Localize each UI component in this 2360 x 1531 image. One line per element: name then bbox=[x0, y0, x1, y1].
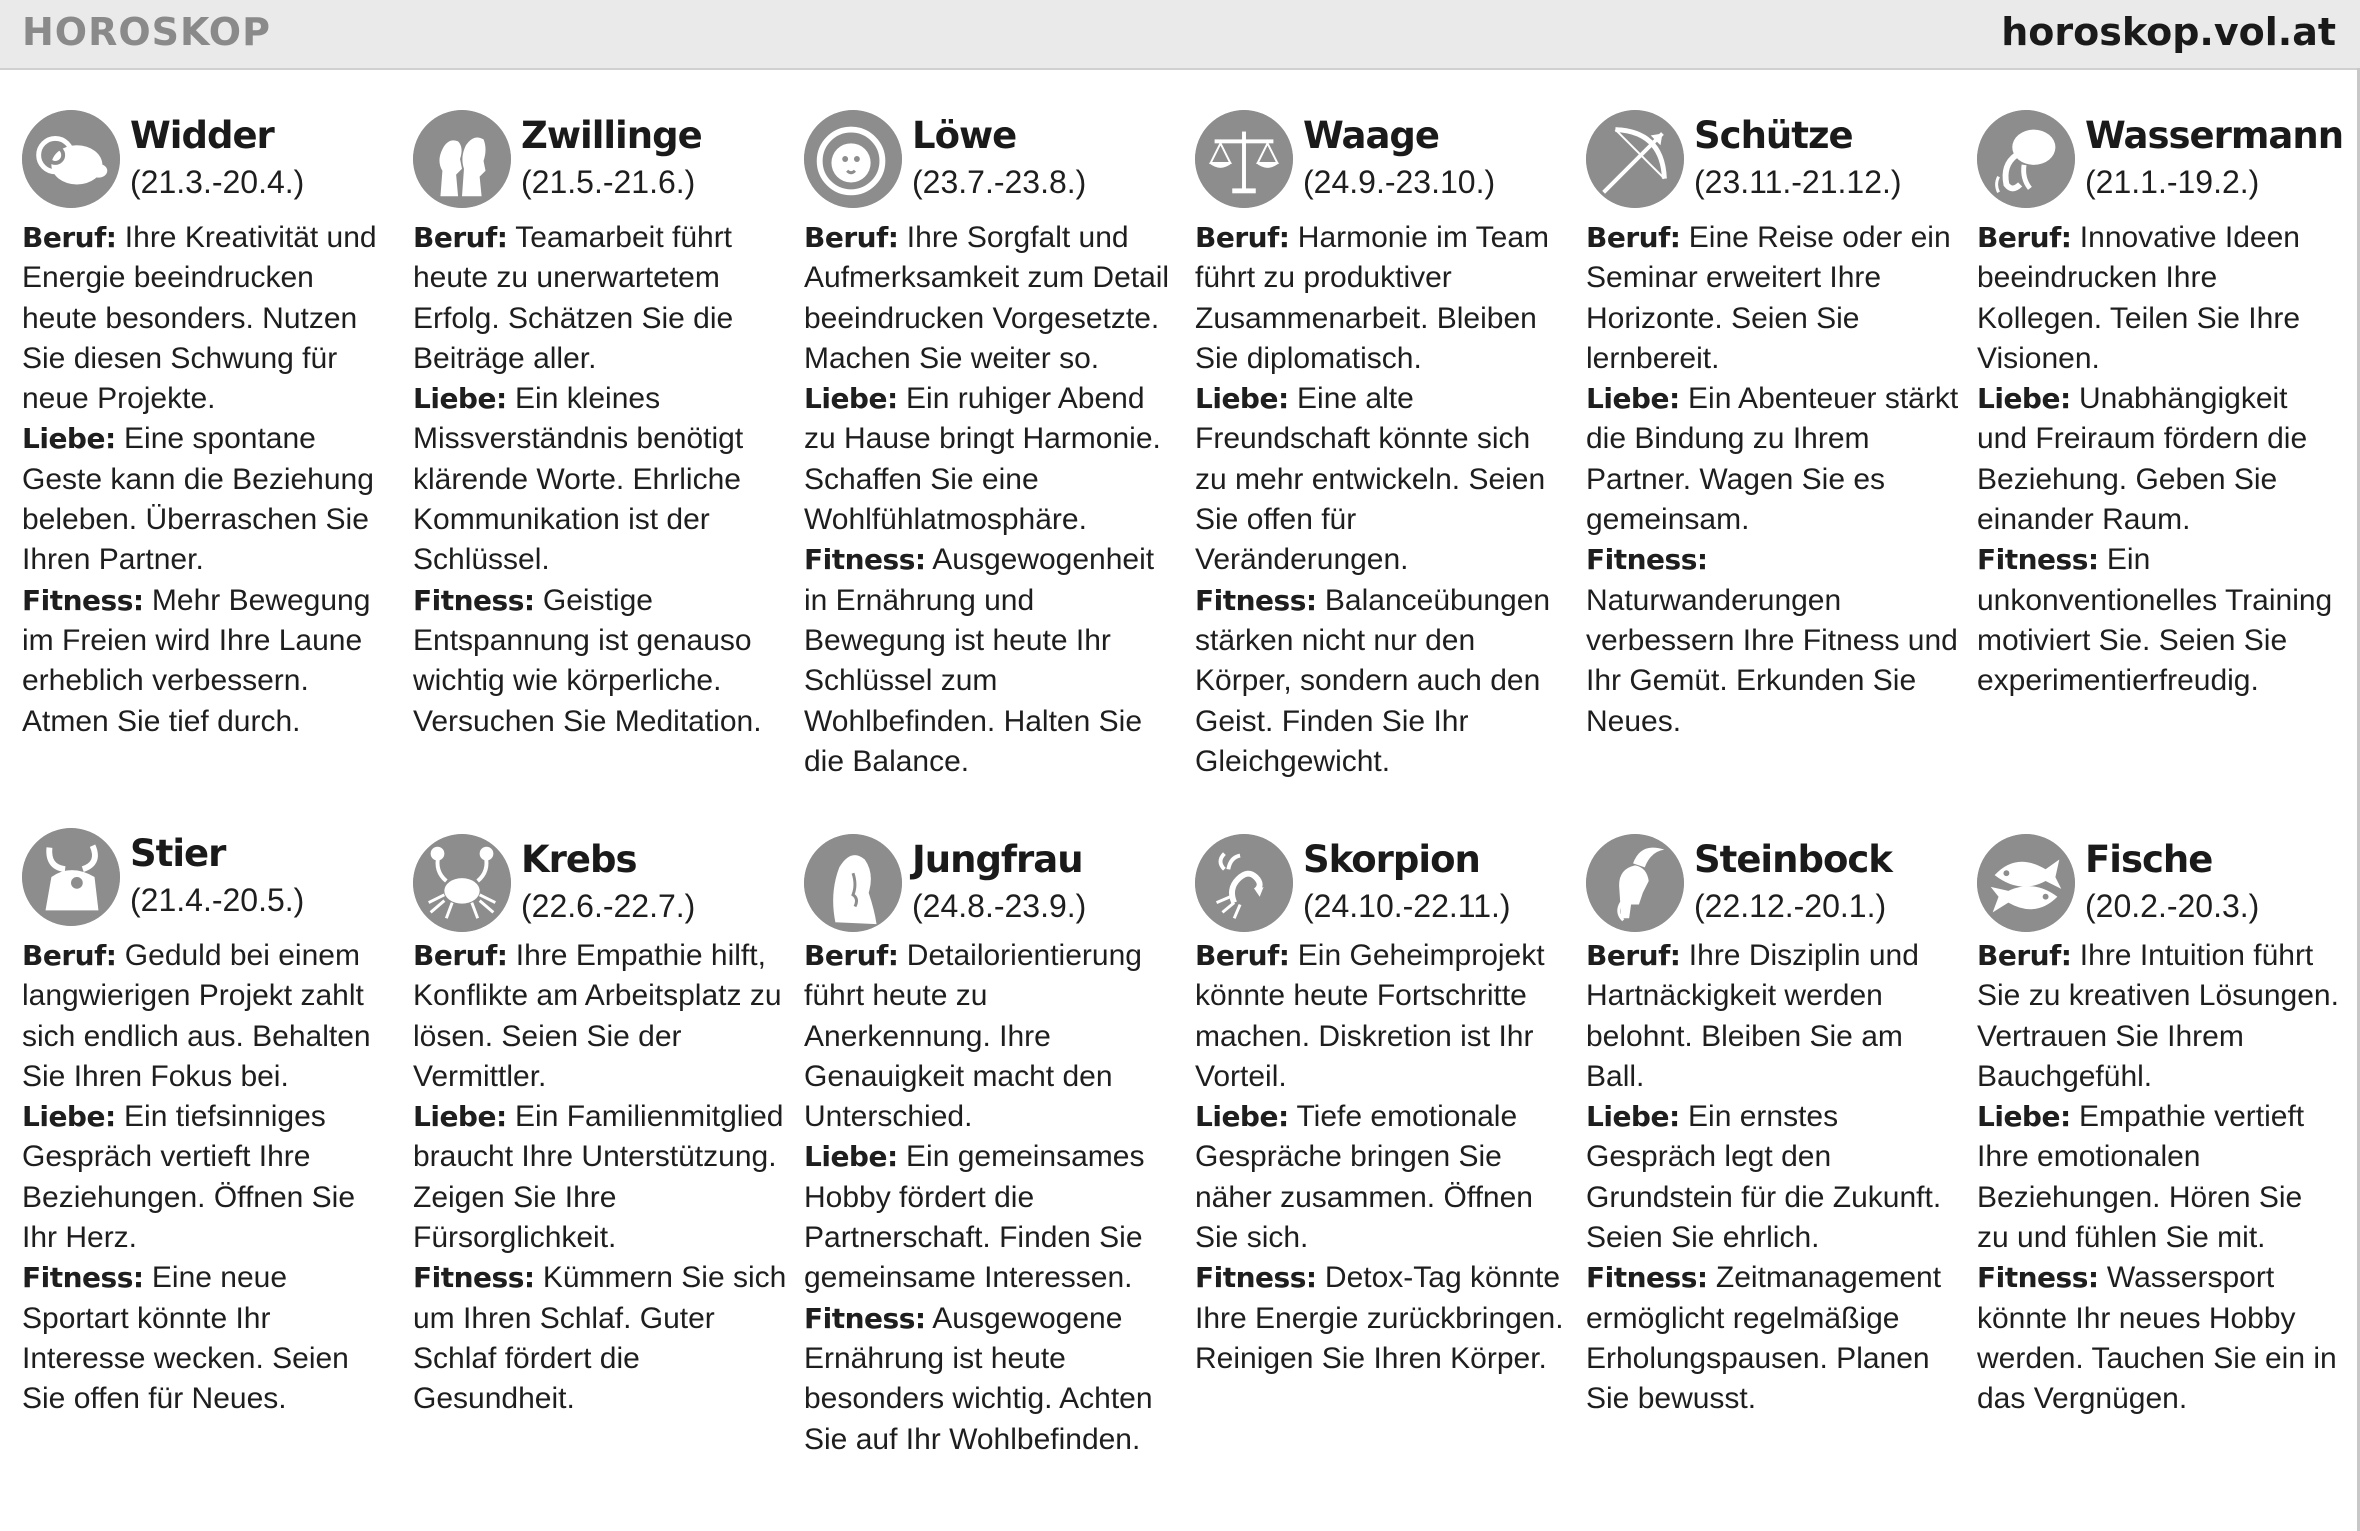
sign-dates: (24.10.-22.11.) bbox=[1303, 888, 1511, 924]
fitness-text: Ausgewogenheit in Ernährung und Bewegung ist heute Ihr Schlüssel zum Wohlbefinden. Halten Sie die Balance. bbox=[804, 543, 1155, 778]
crab-icon bbox=[413, 834, 511, 932]
beruf-label: Beruf: bbox=[1195, 939, 1290, 972]
fitness-text: Balanceübungen stärken nicht nur den Körper, sondern auch den Geist. Finden Sie Ihr Gleichgewicht. bbox=[1195, 583, 1551, 778]
beruf-text: Harmonie im Team führt zu produktiver Zusammenarbeit. Bleiben Sie diplomatisch. bbox=[1195, 221, 1549, 375]
sign-text bbox=[1977, 218, 2342, 702]
fitness-text: Detox-Tag könnte Ihre Energie zurückbringen. Reinigen Sie Ihren Körper. bbox=[1195, 1261, 1564, 1375]
liebe-text: Unabhängigkeit und Freiraum fördern die Beziehung. Geben Sie einander Raum. bbox=[1977, 382, 2308, 537]
sign-dates: (24.8.-23.9.) bbox=[912, 888, 1087, 924]
twins-icon bbox=[413, 110, 511, 208]
fitness-label: Fitness: bbox=[1195, 1261, 1317, 1295]
beruf-label: Beruf: bbox=[804, 939, 899, 972]
fitness-text: Geistige Entspannung ist genauso wichtig wie körperliche. Versuchen Sie Meditation. bbox=[413, 583, 762, 738]
fitness-label: Fitness: bbox=[1977, 543, 2099, 577]
maiden-icon bbox=[804, 834, 902, 932]
sign-card bbox=[22, 110, 397, 742]
fitness-label: Fitness: bbox=[22, 583, 144, 617]
beruf-text: Detailorientierung führt heute zu Anerkennung. Ihre Genauigkeit macht den Unterschied. bbox=[804, 939, 1142, 1134]
fish-icon bbox=[1977, 834, 2075, 932]
liebe-label: Liebe: bbox=[22, 422, 116, 456]
sign-card bbox=[1195, 110, 1570, 782]
liebe-label: Liebe: bbox=[1195, 1100, 1289, 1134]
sign-dates: (20.2.-20.3.) bbox=[2085, 888, 2260, 924]
beruf-text: Ihre Kreativität und Energie beeindrucken heute besonders. Nutzen Sie diesen Schwung für neue Projekte. bbox=[22, 221, 377, 416]
site-url[interactable]: horoskop.vol.at bbox=[2001, 10, 2336, 54]
sign-dates: (21.3.-20.4.) bbox=[130, 164, 305, 200]
liebe-label: Liebe: bbox=[22, 1100, 116, 1134]
sign-name: Wassermann bbox=[2085, 114, 2344, 157]
sign-text bbox=[22, 218, 397, 742]
beruf-label: Beruf: bbox=[1977, 221, 2072, 254]
sign-name: Jungfrau bbox=[912, 838, 1083, 881]
liebe-text: Ein kleines Missverständnis benötigt klärende Worte. Ehrliche Kommunikation ist der Schlüssel. bbox=[413, 382, 744, 577]
sign-name: Zwillinge bbox=[521, 114, 702, 157]
fitness-label: Fitness: bbox=[1586, 1261, 1708, 1295]
sign-name: Steinbock bbox=[1694, 838, 1892, 881]
sign-dates: (23.7.-23.8.) bbox=[912, 164, 1087, 200]
sign-card bbox=[413, 110, 788, 742]
beruf-text: Eine Reise oder ein Seminar erweitert Ihre Horizonte. Seien Sie lernbereit. bbox=[1586, 221, 1951, 375]
sign-dates: (21.4.-20.5.) bbox=[130, 882, 305, 918]
fitness-text: Ausgewogene Ernährung ist heute besonders wichtig. Achten Sie auf Ihr Wohlbefinden. bbox=[804, 1301, 1153, 1456]
fitness-label: Fitness: bbox=[1977, 1261, 2099, 1295]
liebe-label: Liebe: bbox=[1586, 1100, 1680, 1134]
fitness-text: Kümmern Sie sich um Ihren Schlaf. Guter Schlaf fördert die Gesundheit. bbox=[413, 1261, 787, 1416]
beruf-text: Innovative Ideen beeindrucken Ihre Kollegen. Teilen Sie Ihre Visionen. bbox=[1977, 221, 2300, 375]
fitness-text: Wassersport könnte Ihr neues Hobby werden. Tauchen Sie ein in das Vergnügen. bbox=[1977, 1261, 2337, 1416]
fitness-text: Zeitmanagement ermöglicht regelmäßige Erholungspausen. Planen Sie bewusst. bbox=[1586, 1261, 1942, 1416]
sign-dates: (22.6.-22.7.) bbox=[521, 888, 696, 924]
beruf-label: Beruf: bbox=[804, 221, 899, 254]
liebe-text: Ein ernstes Gespräch legt den Grundstein für die Zukunft. Seien Sie ehrlich. bbox=[1586, 1100, 1942, 1255]
fitness-text: Mehr Bewegung im Freien wird Ihre Laune erheblich verbessern. Atmen Sie tief durch. bbox=[22, 583, 371, 738]
liebe-text: Empathie vertieft Ihre emotionalen Beziehungen. Hören Sie zu und fühlen Sie mit. bbox=[1977, 1100, 2305, 1255]
sign-name: Waage bbox=[1303, 114, 1440, 157]
sign-card bbox=[22, 828, 397, 1420]
sign-text bbox=[22, 936, 397, 1420]
sign-text bbox=[1586, 218, 1961, 742]
bull-icon bbox=[22, 828, 120, 926]
sign-text bbox=[1586, 936, 1961, 1420]
sign-card bbox=[1586, 110, 1961, 742]
liebe-text: Ein Familienmitglied braucht Ihre Unterstützung. Zeigen Sie Ihre Fürsorglichkeit. bbox=[413, 1100, 784, 1255]
goat-icon bbox=[1586, 834, 1684, 932]
ram-icon bbox=[22, 110, 120, 208]
sign-text bbox=[804, 218, 1179, 782]
header-bar bbox=[0, 0, 2360, 70]
beruf-text: Ihre Empathie hilft, Konflikte am Arbeitsplatz zu lösen. Seien Sie der Vermittler. bbox=[413, 939, 782, 1093]
liebe-label: Liebe: bbox=[1977, 382, 2071, 416]
sign-card bbox=[804, 110, 1179, 782]
beruf-label: Beruf: bbox=[22, 221, 117, 254]
beruf-text: Ihre Intuition führt Sie zu kreativen Lösungen. Vertrauen Sie Ihrem Bauchgefühl. bbox=[1977, 939, 2339, 1093]
liebe-label: Liebe: bbox=[1195, 382, 1289, 416]
beruf-label: Beruf: bbox=[413, 221, 508, 254]
sign-name: Skorpion bbox=[1303, 838, 1480, 881]
sign-card bbox=[1586, 834, 1961, 1420]
sign-dates: (21.5.-21.6.) bbox=[521, 164, 696, 200]
sign-card bbox=[804, 834, 1179, 1460]
beruf-text: Geduld bei einem langwierigen Projekt zahlt sich endlich aus. Behalten Sie Ihren Fokus bei. bbox=[22, 939, 371, 1093]
liebe-text: Tiefe emotionale Gespräche bringen Sie näher zusammen. Öffnen Sie sich. bbox=[1195, 1100, 1533, 1255]
fitness-label: Fitness: bbox=[804, 543, 926, 577]
beruf-label: Beruf: bbox=[1586, 939, 1681, 972]
fitness-label: Fitness: bbox=[413, 583, 535, 617]
beruf-text: Teamarbeit führt heute zu unerwartetem Erfolg. Schätzen Sie die Beiträge aller. bbox=[413, 221, 734, 375]
sign-name: Fische bbox=[2085, 838, 2213, 881]
liebe-text: Ein Abenteuer stärkt die Bindung zu Ihrem Partner. Wagen Sie es gemeinsam. bbox=[1586, 382, 1959, 537]
water-bearer-icon bbox=[1977, 110, 2075, 208]
fitness-text: Ein unkonventionelles Training motiviert Sie. Seien Sie experimentierfreudig. bbox=[1977, 543, 2333, 698]
sign-card bbox=[1195, 834, 1570, 1379]
archer-icon bbox=[1586, 110, 1684, 208]
sign-dates: (22.12.-20.1.) bbox=[1694, 888, 1887, 924]
liebe-text: Ein ruhiger Abend zu Hause bringt Harmonie. Schaffen Sie eine Wohlfühlatmosphäre. bbox=[804, 382, 1161, 537]
liebe-text: Ein tiefsinniges Gespräch vertieft Ihre Beziehungen. Öffnen Sie Ihr Herz. bbox=[22, 1100, 356, 1255]
sign-name: Löwe bbox=[912, 114, 1017, 157]
sign-dates: (21.1.-19.2.) bbox=[2085, 164, 2260, 200]
beruf-text: Ein Geheimprojekt könnte heute Fortschritte machen. Diskretion ist Ihr Vorteil. bbox=[1195, 939, 1545, 1093]
beruf-text: Ihre Sorgfalt und Aufmerksamkeit zum Detail beeindrucken Vorgesetzte. Machen Sie weiter so. bbox=[804, 221, 1170, 375]
sign-dates: (23.11.-21.12.) bbox=[1694, 164, 1902, 200]
sign-text bbox=[804, 936, 1179, 1460]
beruf-label: Beruf: bbox=[1195, 221, 1290, 254]
beruf-label: Beruf: bbox=[1586, 221, 1681, 254]
fitness-text: Eine neue Sportart könnte Ihr Interesse wecken. Seien Sie offen für Neues. bbox=[22, 1261, 349, 1416]
sign-card bbox=[413, 834, 788, 1420]
beruf-text: Ihre Disziplin und Hartnäckigkeit werden belohnt. Bleiben Sie am Ball. bbox=[1586, 939, 1919, 1093]
page-title: HOROSKOP bbox=[22, 10, 271, 54]
liebe-label: Liebe: bbox=[1586, 382, 1680, 416]
beruf-label: Beruf: bbox=[413, 939, 508, 972]
liebe-label: Liebe: bbox=[1977, 1100, 2071, 1134]
fitness-label: Fitness: bbox=[1586, 543, 1708, 577]
sign-name: Stier bbox=[130, 832, 226, 875]
liebe-label: Liebe: bbox=[413, 1100, 507, 1134]
liebe-text: Eine alte Freundschaft könnte sich zu mehr entwickeln. Seien Sie offen für Veränderungen. bbox=[1195, 382, 1546, 577]
fitness-label: Fitness: bbox=[413, 1261, 535, 1295]
sign-text bbox=[1195, 936, 1570, 1379]
sign-text bbox=[413, 936, 788, 1420]
sign-text bbox=[1195, 218, 1570, 782]
fitness-text: Naturwanderungen verbessern Ihre Fitness und Ihr Gemüt. Erkunden Sie Neues. bbox=[1586, 583, 1958, 738]
sign-name: Schütze bbox=[1694, 114, 1853, 157]
sign-card bbox=[1977, 110, 2342, 702]
lion-icon bbox=[804, 110, 902, 208]
sign-card bbox=[1977, 834, 2342, 1420]
scales-icon bbox=[1195, 110, 1293, 208]
fitness-label: Fitness: bbox=[804, 1301, 926, 1335]
sign-text bbox=[1977, 936, 2342, 1420]
liebe-text: Eine spontane Geste kann die Beziehung beleben. Überraschen Sie Ihren Partner. bbox=[22, 422, 374, 577]
sign-name: Krebs bbox=[521, 838, 637, 881]
liebe-label: Liebe: bbox=[804, 1140, 898, 1174]
sign-dates: (24.9.-23.10.) bbox=[1303, 164, 1496, 200]
liebe-text: Ein gemeinsames Hobby fördert die Partnerschaft. Finden Sie gemeinsame Interessen. bbox=[804, 1140, 1145, 1295]
liebe-label: Liebe: bbox=[804, 382, 898, 416]
beruf-label: Beruf: bbox=[1977, 939, 2072, 972]
sign-name: Widder bbox=[130, 114, 274, 157]
sign-text bbox=[413, 218, 788, 742]
fitness-label: Fitness: bbox=[22, 1261, 144, 1295]
liebe-label: Liebe: bbox=[413, 382, 507, 416]
fitness-label: Fitness: bbox=[1195, 583, 1317, 617]
beruf-label: Beruf: bbox=[22, 939, 117, 972]
scorpion-icon bbox=[1195, 834, 1293, 932]
